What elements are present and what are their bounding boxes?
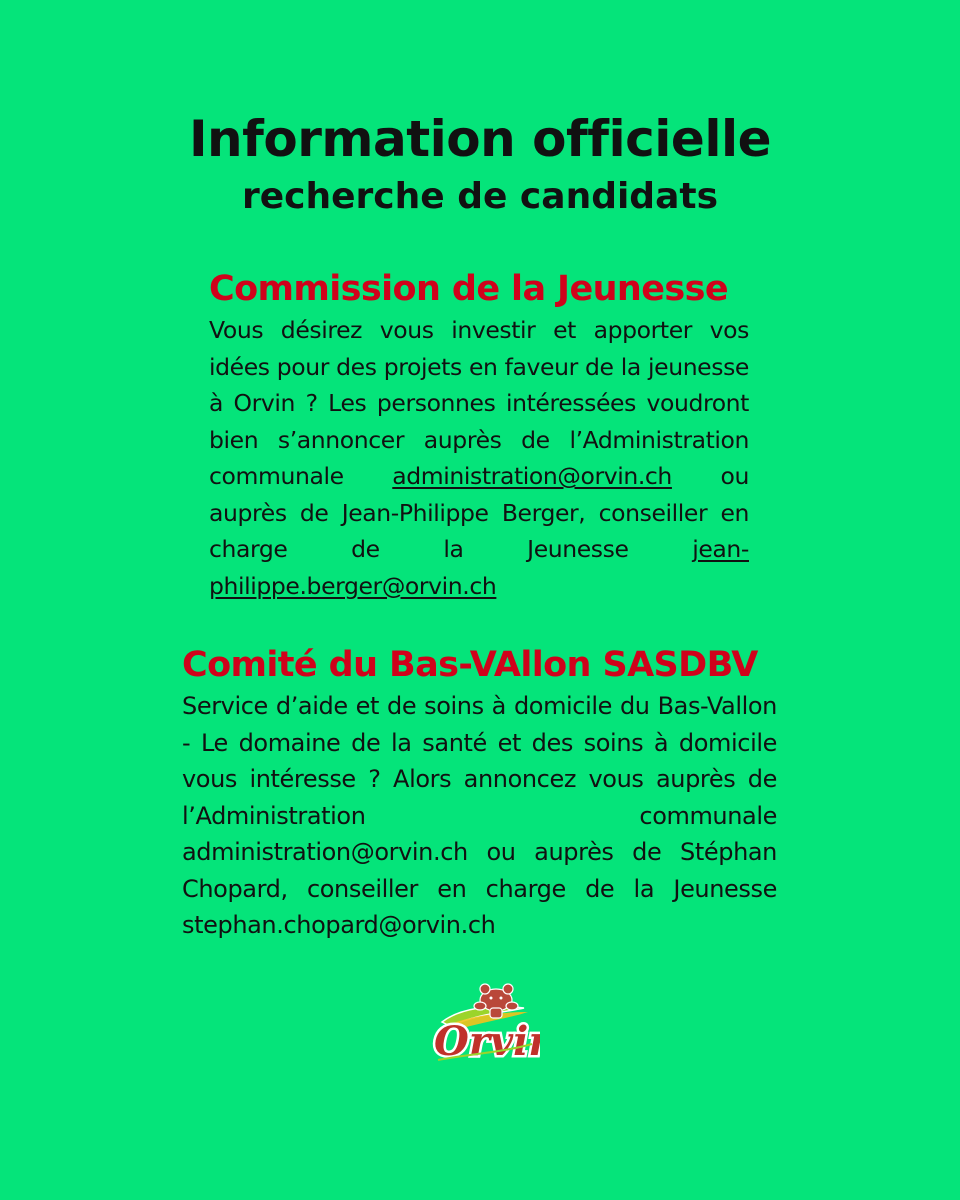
section-comite-bas-vallon xyxy=(182,642,777,944)
section-body xyxy=(209,312,749,604)
svg-text:Orvin: Orvi xyxy=(434,1018,529,1065)
body-text-part-1: Vous désirez vous investir et apporter vos idées pour des projets en faveur de la jeunesse à Orvin ? Les personnes intéressées voudront bien s’annoncer auprès de l’Administration communale xyxy=(209,316,749,490)
svg-text:Orvin: Orvi xyxy=(434,1018,529,1065)
orvin-bear-logo-icon xyxy=(420,978,540,1068)
section-body: Service d’aide et de soins à domicile du Bas-Vallon - Le domaine de la santé et des soins à domicile vous intéresse ? Alors annoncez vous auprès de l’Administration communale administration@orvin.ch ou auprès de Stéphan Chopard, conseiller en charge de la Jeunesse stephan.chopard@orvin.ch xyxy=(182,692,777,939)
email-link-administration[interactable]: administration@orvin.ch xyxy=(392,462,672,490)
section-commission-jeunesse xyxy=(209,266,749,604)
email-link-berger[interactable]: jean-philippe.berger@orvin.ch xyxy=(209,535,749,600)
page-subtitle: recherche de candidats xyxy=(241,176,718,217)
body-text-part-2: ou auprès de Jean-Philippe Berger, conseiller en charge de la Jeunesse xyxy=(209,462,749,563)
section-heading: Commission de la Jeunesse xyxy=(209,269,728,309)
page-title: Information officielle xyxy=(188,110,772,168)
section-heading: Comité du Bas-VAllon SASDBV xyxy=(182,645,758,685)
